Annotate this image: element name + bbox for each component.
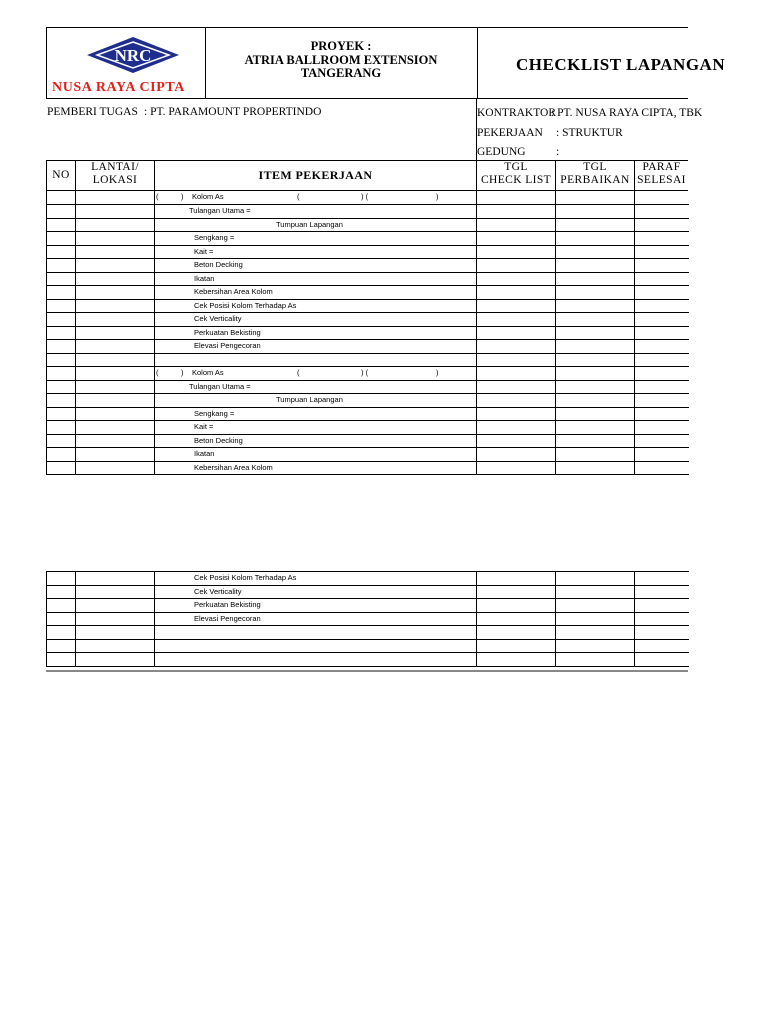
kolom-label: Kolom As [192, 368, 224, 377]
col-tgl-check-line2: CHECK LIST [480, 174, 552, 186]
document-title: CHECKLIST LAPANGAN [516, 55, 726, 74]
table-row [47, 639, 689, 653]
table-row [47, 259, 689, 273]
table-row [47, 421, 689, 435]
kolom-paren3-close: ) [436, 368, 439, 377]
col-paraf-line1: PARAF [642, 161, 681, 173]
item-tumpuan: Tumpuan Lapangan [276, 395, 343, 404]
table-row [47, 286, 689, 300]
kolom-cell [155, 191, 477, 205]
checklist-table-2 [46, 571, 689, 667]
col-paraf-line2: SELESAI [637, 174, 686, 186]
table-row [47, 394, 689, 408]
kolom-paren-open: ( [156, 192, 159, 201]
project-label: PROYEK : [310, 39, 372, 53]
item-beton-decking: Beton Decking [194, 260, 243, 269]
column-header [46, 160, 688, 191]
table-row [47, 380, 689, 394]
pemberi-tugas-label: PEMBERI TUGAS [47, 106, 138, 118]
item-kait: Kait = [194, 246, 214, 256]
kolom-label: Kolom As [192, 192, 224, 201]
item-tulangan: Tulangan Utama = [189, 206, 251, 215]
kolom-paren-close: ) [181, 192, 184, 201]
project-name-line2: TANGERANG [300, 66, 382, 80]
item-cek-verticality: Cek Verticality [194, 314, 242, 323]
table-row [47, 448, 689, 462]
item-tumpuan: Tumpuan Lapangan [276, 219, 343, 229]
logo-cell [47, 28, 206, 99]
item-perkuatan: Perkuatan Bekisting [194, 600, 261, 609]
checklist-table-1 [46, 191, 689, 475]
nrc-logo [85, 35, 181, 75]
kolom-paren2-open: ( [297, 192, 300, 201]
pekerjaan-label: PEKERJAAN [477, 127, 543, 139]
project-cell [205, 28, 478, 99]
item-sengkang: Sengkang = [194, 233, 235, 242]
gedung-label: GEDUNG [477, 146, 526, 158]
kolom-cell [155, 367, 477, 381]
col-tgl-perbaikan-line2: PERBAIKAN [560, 174, 630, 186]
project-name-line1: ATRIA BALLROOM EXTENSION [244, 52, 438, 67]
gedung-value: : [556, 146, 560, 158]
table-bottom-rule [46, 670, 688, 672]
item-kebersihan: Kebersihan Area Kolom [194, 462, 273, 472]
table-row [47, 572, 689, 586]
kolom-paren2-close: ) ( [361, 192, 369, 201]
item-kebersihan: Kebersihan Area Kolom [194, 287, 273, 296]
kolom-paren2-close: ) ( [361, 368, 369, 377]
title-cell [478, 28, 726, 99]
table-row [47, 599, 689, 613]
pemberi-tugas-value: : PT. PARAMOUNT PROPERTINDO [144, 106, 322, 118]
header-block [46, 27, 726, 99]
table-row [47, 245, 689, 259]
kolom-paren2-open: ( [297, 368, 300, 377]
table-row [47, 299, 689, 313]
kolom-paren3-close: ) [436, 192, 439, 201]
item-cek-verticality: Cek Verticality [194, 586, 242, 596]
table-row [47, 434, 689, 448]
table-row [47, 205, 689, 219]
col-no: NO [46, 161, 75, 190]
col-lantai-line2: LOKASI [92, 174, 138, 186]
item-cek-posisi: Cek Posisi Kolom Terhadap As [194, 300, 297, 310]
col-lantai-line1: LANTAI/ [91, 161, 139, 173]
table-row [47, 367, 689, 381]
col-lantai [75, 161, 154, 190]
table-row [47, 313, 689, 327]
item-sengkang: Sengkang = [194, 408, 235, 418]
logo-monogram: NRC [114, 46, 152, 65]
col-tgl-check-line1: TGL [504, 161, 528, 173]
table-row [47, 653, 689, 667]
kontraktor-label: KONTRAKTOR [477, 107, 557, 119]
kolom-paren-open: ( [156, 368, 159, 377]
table-row [47, 272, 689, 286]
table-row [47, 353, 689, 367]
pekerjaan-value: : STRUKTUR [556, 127, 623, 139]
item-beton-decking: Beton Decking [194, 435, 243, 445]
table-row [47, 407, 689, 421]
col-paraf [634, 161, 688, 190]
item-perkuatan: Perkuatan Bekisting [194, 327, 261, 337]
item-elevasi: Elevasi Pengecoran [194, 341, 261, 350]
col-tgl-check [476, 161, 555, 190]
item-elevasi: Elevasi Pengecoran [194, 613, 261, 623]
item-tulangan: Tulangan Utama = [189, 381, 251, 391]
table-row [47, 585, 689, 599]
item-cek-posisi: Cek Posisi Kolom Terhadap As [194, 573, 297, 582]
kolom-paren-close: ) [181, 368, 184, 377]
table-row [47, 612, 689, 626]
company-name: NUSA RAYA CIPTA [52, 80, 185, 95]
table-row [47, 218, 689, 232]
col-tgl-perbaikan [555, 161, 634, 190]
contractor-info [476, 99, 703, 160]
table-row [47, 340, 689, 354]
item-ikatan: Ikatan [194, 273, 215, 283]
kontraktor-value: : PT. NUSA RAYA CIPTA, TBK [551, 107, 703, 119]
col-item: ITEM PEKERJAAN [154, 161, 476, 190]
table-row [47, 191, 689, 205]
item-kait: Kait = [194, 422, 214, 431]
col-tgl-perbaikan-line1: TGL [583, 161, 607, 173]
item-ikatan: Ikatan [194, 449, 215, 458]
table-row [47, 232, 689, 246]
table-row [47, 326, 689, 340]
table-row [47, 461, 689, 475]
table-row [47, 626, 689, 640]
